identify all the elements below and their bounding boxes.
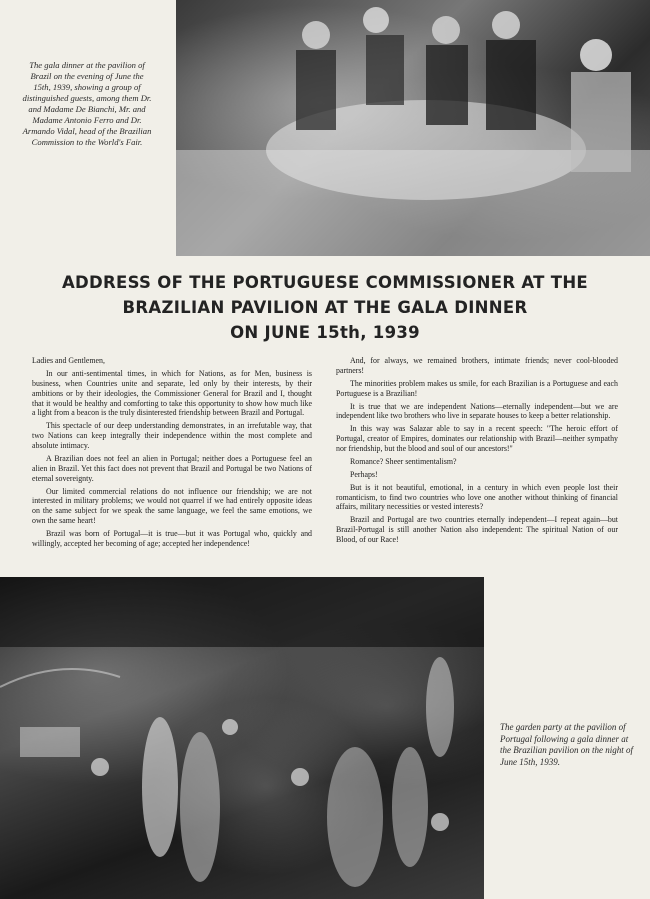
garden-party-photo	[0, 577, 484, 899]
paragraph: In our anti-sentimental times, in which for Nations, as for Men, business is business, when Countries unite and separate, led only by their interests, by their ambitions or by their ideologies, the Commissioner General for Brazil and I, thought that it would be healthy and comforting to take this opportunity to show how much like a light from a beacon is the truly disinterested friendship between Brazil and Portugal.	[32, 368, 312, 418]
bottom-photo-caption: The garden party at the pavilion of Portugal following a gala dinner at the Brazilian pavilion on the night of June 15th, 1939.	[500, 722, 633, 767]
paragraph: Brazil and Portugal are two countries eternally independent—I repeat again—but Brazil-Portugal is still another Nation also independent: The spiritual Nation of our Blood, of our Race!	[336, 515, 618, 544]
paragraph: A Brazilian does not feel an alien in Portugal; neither does a Portuguese feel an alien in Brazil. Yet this fact does not prevent that Brazil and Portugal be two Nations of eternal sovereignty.	[32, 453, 312, 483]
paragraph: Brazil was born of Portugal—it is true—but it was Portugal who, quickly and willingly, accepted her becoming of age; accepted her independence!	[32, 529, 312, 548]
headline-line-3: ON JUNE 15th, 1939	[230, 323, 420, 342]
paragraph: In this way was Salazar able to say in a recent speech: "The heroic effort of Portugal, creator of Empires, dominates our relationship with Brazil—neither sympathy nor friendship, but the blood and soul of our ancestors!"	[336, 424, 618, 453]
paragraph: Ladies and Gentlemen,	[32, 356, 105, 365]
gala-dinner-photo	[176, 0, 650, 256]
top-photo-caption: The gala dinner at the pavilion of Brazil on the evening of June the 15th, 1939, showing a group of distinguished guests, among them Dr. and Madame De Bianchi, Mr. and Madame Antonio Ferro and Dr. Armando Vidal, head of the Brazilian Commission to the World's Fair.	[22, 60, 152, 147]
article-column-left	[32, 356, 312, 552]
article-column-right	[336, 356, 618, 548]
paragraph: The minorities problem makes us smile, for each Brazilian is a Portuguese and each Portuguese is a Brazilian!	[336, 378, 618, 398]
headline-line-2: BRAZILIAN PAVILION AT THE GALA DINNER	[122, 298, 528, 317]
paragraph: Romance? Sheer sentimentalism?	[350, 456, 457, 466]
paragraph: Perhaps!	[350, 469, 378, 479]
headline-line-1: ADDRESS OF THE PORTUGUESE COMMISSIONER AT THE	[61, 273, 589, 292]
paragraph: Our limited commercial relations do not influence our friendship; we are not interested in military problems; we would not quarrel if we had entirely opposite ideas on the same subject for we speak the same language, we feel the same emotions, we own the same heart!	[32, 486, 312, 526]
paragraph: This spectacle of our deep understanding demonstrates, in an irrefutable way, that two Nations can keep integrally their independence within the most complete and absolute intimacy.	[32, 421, 312, 450]
paragraph: And, for always, we remained brothers, intimate friends; never cool-blooded partners!	[336, 356, 618, 375]
paragraph: But is it not beautiful, emotional, in a century in which even people lost their romanticism, to find two countries who love one another without thinking of financial affairs, military necessities or vested interests?	[336, 482, 618, 512]
paragraph: It is true that we are independent Nations—eternally independent—but we are independent like two brothers who live in separate houses to keep a better relationship.	[336, 401, 618, 421]
page-title	[30, 270, 620, 345]
